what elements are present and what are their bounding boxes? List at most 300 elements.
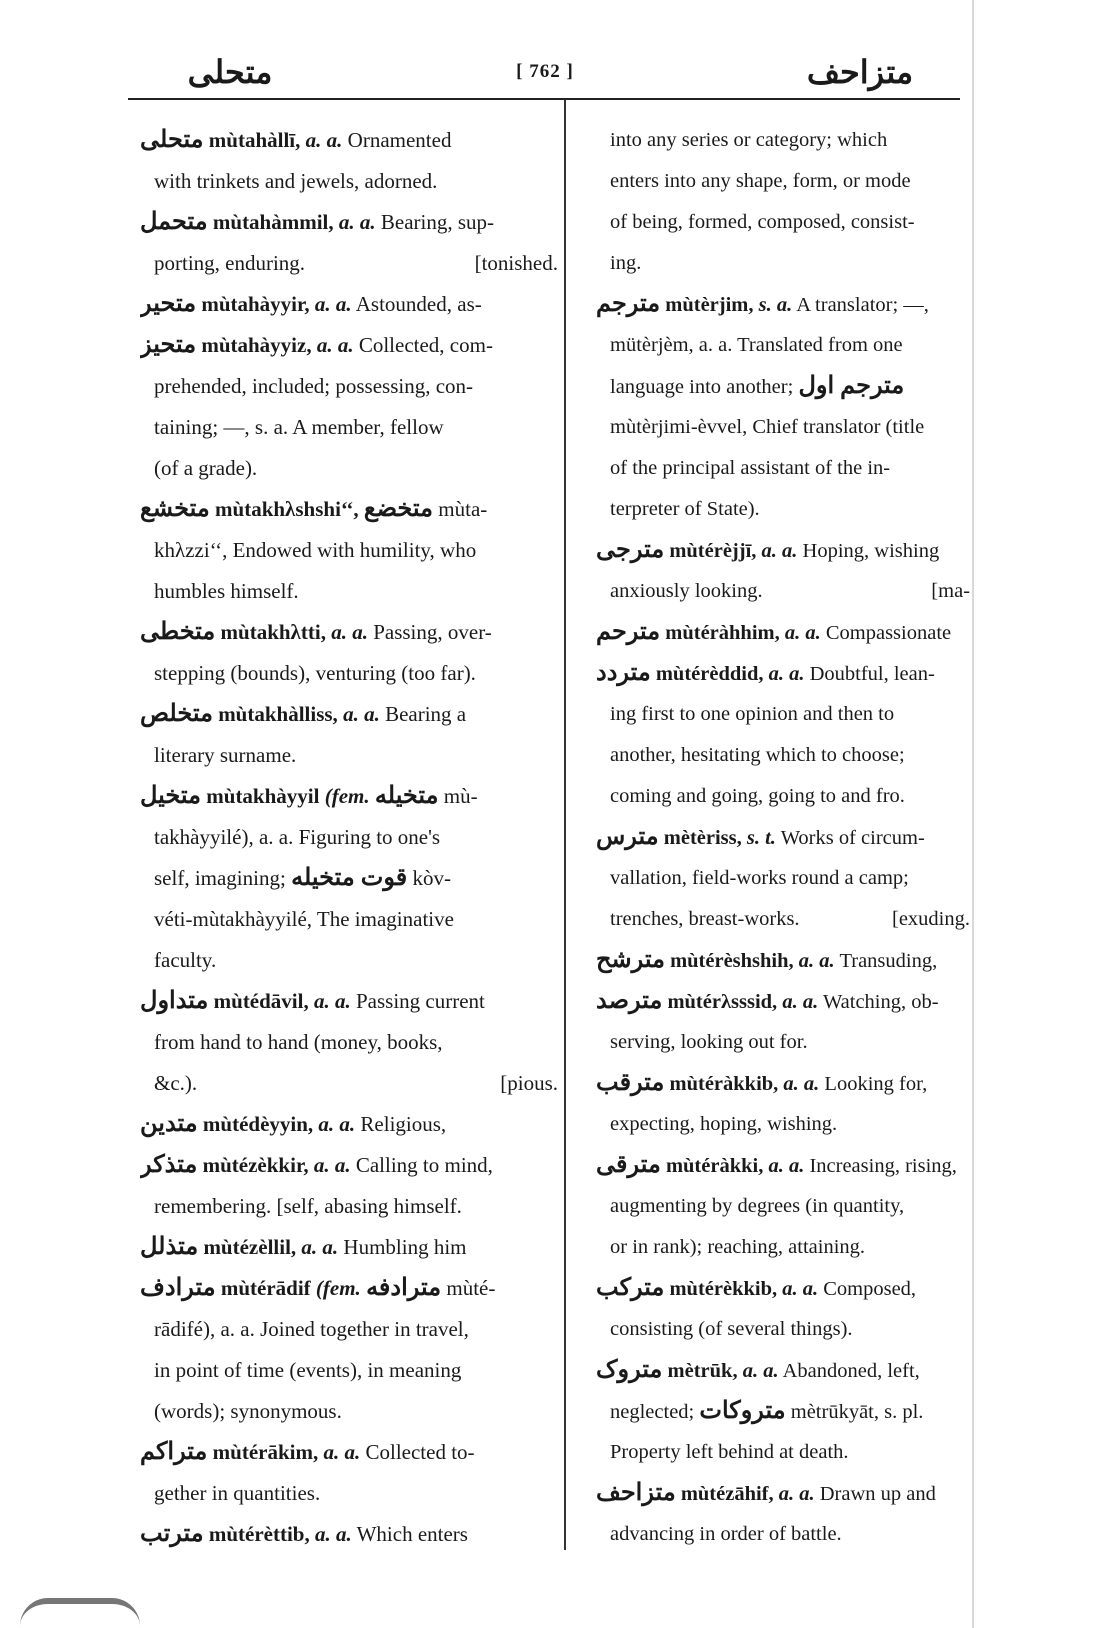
entry-continuation bbox=[610, 858, 970, 899]
entry-continuation bbox=[610, 489, 970, 530]
line-text bbox=[154, 243, 305, 284]
entry-continuation bbox=[154, 1063, 558, 1104]
line-text bbox=[610, 1318, 853, 1340]
definition: Bearing a bbox=[385, 702, 467, 726]
line-text bbox=[610, 703, 894, 725]
arabic-term: متروکات bbox=[699, 1398, 786, 1424]
arabic-headword: متذکر bbox=[140, 1152, 198, 1178]
line-text bbox=[610, 1113, 837, 1135]
transliteration: mùtédāvil, bbox=[213, 989, 309, 1013]
line-text bbox=[596, 291, 929, 317]
definition: A translator; —, bbox=[796, 294, 929, 316]
line-text bbox=[610, 252, 641, 274]
grammar-label: a. a. bbox=[768, 1155, 805, 1177]
line-text bbox=[154, 169, 437, 193]
scan-smudge bbox=[20, 1598, 140, 1626]
right-column bbox=[596, 120, 970, 1555]
entry-continuation bbox=[610, 325, 970, 366]
definition: literary surname. bbox=[154, 743, 297, 767]
catchword: [ma- bbox=[931, 580, 970, 602]
entry-line bbox=[596, 1063, 970, 1104]
entry-line bbox=[596, 1268, 970, 1309]
entry-continuation bbox=[610, 776, 970, 817]
entry-continuation bbox=[154, 407, 558, 448]
transliteration: mùtéràkkib, bbox=[669, 1073, 779, 1095]
transliteration: mùtézèllil, bbox=[203, 1235, 297, 1259]
grammar-label: a. a. bbox=[768, 663, 805, 685]
line-text bbox=[140, 333, 493, 357]
definition: ing first to one opinion and then to bbox=[610, 703, 895, 725]
definition: Looking for, bbox=[824, 1073, 928, 1095]
line-text bbox=[596, 537, 940, 563]
entry-continuation bbox=[610, 243, 970, 284]
definition: &c.). bbox=[154, 1071, 198, 1095]
grammar-label: a. a. bbox=[314, 292, 352, 316]
definition: Bearing, sup- bbox=[380, 210, 495, 234]
entry-line bbox=[596, 612, 970, 653]
line-text bbox=[610, 1195, 904, 1217]
definition: Abandoned, left, bbox=[782, 1360, 920, 1382]
entry-continuation bbox=[154, 571, 558, 612]
entry-continuation bbox=[154, 1391, 558, 1432]
transliteration: mùtakhλshshi‘‘, bbox=[215, 497, 359, 521]
transliteration: mùtahàyyiz, bbox=[201, 333, 312, 357]
definition: anxiously looking. bbox=[610, 580, 763, 602]
transliteration: mùtédèyyin, bbox=[202, 1112, 314, 1136]
arabic-headword: مترجی bbox=[596, 537, 665, 563]
arabic-headword: متخطی bbox=[140, 619, 216, 645]
entry-line bbox=[140, 325, 558, 366]
definition: Drawn up and bbox=[819, 1483, 936, 1505]
line-text bbox=[610, 571, 763, 612]
definition: coming and going, going to and fro. bbox=[610, 785, 905, 807]
definition: trenches, breast-works. bbox=[610, 908, 800, 930]
line-text bbox=[154, 579, 299, 603]
definition: Compassionate bbox=[825, 622, 952, 644]
entry-continuation bbox=[610, 694, 970, 735]
definition: mütèrjèm, a. a. Translated from one bbox=[610, 334, 903, 356]
entry-continuation bbox=[154, 858, 558, 899]
line-text bbox=[610, 457, 890, 479]
transliteration: mùtakhàlliss, bbox=[218, 702, 338, 726]
definition: Which enters bbox=[356, 1522, 468, 1546]
entry-continuation bbox=[154, 899, 558, 940]
entry-line bbox=[140, 694, 558, 735]
line-text bbox=[596, 1275, 917, 1301]
entry-continuation bbox=[610, 202, 970, 243]
arabic-term: متخضع bbox=[363, 496, 434, 522]
definition: (of a grade). bbox=[154, 456, 258, 480]
arabic-headword: مترادف bbox=[140, 1275, 216, 1301]
entry-continuation bbox=[610, 1227, 970, 1268]
definition: Astounded, as- bbox=[355, 292, 482, 316]
line-text bbox=[154, 374, 473, 398]
line-text bbox=[596, 1357, 920, 1383]
entry-line bbox=[140, 1104, 558, 1145]
grammar-label: a. a. bbox=[784, 622, 821, 644]
entry-continuation bbox=[154, 735, 558, 776]
definition: of the principal assistant of the in- bbox=[610, 457, 891, 479]
arabic-term: مترادفه bbox=[366, 1275, 442, 1301]
entry-line bbox=[140, 284, 558, 325]
definition: neglected; bbox=[610, 1401, 695, 1423]
line-text bbox=[154, 1030, 443, 1054]
arabic-term: قوت متخیله bbox=[291, 865, 408, 891]
grammar-label: a. a. bbox=[314, 1522, 352, 1546]
line-text bbox=[610, 129, 887, 151]
arabic-headword: مترکب bbox=[596, 1275, 665, 1301]
transliteration: mùtahàllī, bbox=[208, 128, 301, 152]
entry-line bbox=[140, 1145, 558, 1186]
definition: (words); synonymous. bbox=[154, 1399, 342, 1423]
catchword: [pious. bbox=[500, 1071, 558, 1095]
entry-continuation bbox=[610, 735, 970, 776]
definition: augmenting by degrees (in quantity, bbox=[610, 1195, 905, 1217]
definition: mùta- bbox=[438, 497, 488, 521]
definition: humbles himself. bbox=[154, 579, 299, 603]
line-text bbox=[140, 1440, 475, 1464]
grammar-label: a. a. bbox=[742, 1360, 779, 1382]
line-text bbox=[140, 1112, 446, 1136]
gender-note: (fem. bbox=[324, 784, 370, 808]
definition: gether in quantities. bbox=[154, 1481, 321, 1505]
arabic-headword: مترقی bbox=[596, 1152, 661, 1178]
definition: remembering. [self, abasing himself. bbox=[154, 1194, 462, 1218]
transliteration: mùtèrjim, bbox=[665, 294, 754, 316]
entry-continuation bbox=[154, 448, 558, 489]
entry-continuation bbox=[610, 407, 970, 448]
transliteration: mùtérèttib, bbox=[208, 1522, 310, 1546]
entry-line bbox=[140, 1432, 558, 1473]
grammar-label: a. a. bbox=[783, 1073, 820, 1095]
entry-continuation bbox=[154, 161, 558, 202]
definition: mù- bbox=[443, 784, 478, 808]
line-text bbox=[610, 1398, 924, 1424]
definition: stepping (bounds), venturing (too far). bbox=[154, 661, 476, 685]
definition: serving, looking out for. bbox=[610, 1031, 808, 1053]
transliteration: mùtéràhhim, bbox=[665, 622, 780, 644]
definition: Increasing, rising, bbox=[809, 1155, 957, 1177]
entry-continuation bbox=[610, 571, 970, 612]
definition: or in rank); reaching, attaining. bbox=[610, 1236, 866, 1258]
entry-line bbox=[596, 981, 970, 1022]
line-text bbox=[610, 498, 760, 520]
entry-line bbox=[596, 817, 970, 858]
grammar-label: a. a. bbox=[782, 1278, 819, 1300]
arabic-term: متخیله bbox=[374, 783, 439, 809]
grammar-label: a. a. bbox=[331, 620, 368, 644]
line-text bbox=[154, 1317, 469, 1341]
arabic-headword: متخیل bbox=[140, 783, 202, 809]
line-text bbox=[140, 1235, 467, 1259]
entry-continuation bbox=[610, 1022, 970, 1063]
entry-line bbox=[140, 1514, 558, 1555]
line-text bbox=[596, 660, 935, 686]
definition: Humbling him bbox=[343, 1235, 467, 1259]
definition: faculty. bbox=[154, 948, 217, 972]
definition: language into another; bbox=[610, 376, 794, 398]
entry-continuation bbox=[610, 1186, 970, 1227]
line-text bbox=[140, 1153, 493, 1177]
definition: khλzzi‘‘, Endowed with humility, who bbox=[154, 538, 477, 562]
entry-line bbox=[140, 120, 558, 161]
definition-cont: kòv- bbox=[412, 866, 451, 890]
entry-line bbox=[596, 1350, 970, 1391]
arabic-headword: متحمل bbox=[140, 209, 208, 235]
entry-line bbox=[596, 284, 970, 325]
line-text bbox=[610, 785, 905, 807]
definition: Calling to mind, bbox=[355, 1153, 493, 1177]
transliteration: mùtéràkki, bbox=[665, 1155, 764, 1177]
arabic-headword: مترصد bbox=[596, 988, 663, 1014]
column-divider bbox=[564, 100, 566, 1550]
line-text bbox=[596, 947, 938, 973]
entry-line bbox=[140, 981, 558, 1022]
line-text bbox=[140, 1276, 495, 1300]
transliteration: mùtakhàyyil bbox=[206, 784, 320, 808]
line-text bbox=[154, 661, 476, 685]
definition: porting, enduring. bbox=[154, 251, 306, 275]
arabic-headword: متخشع bbox=[140, 496, 210, 522]
arabic-headword: متزاحف bbox=[596, 1480, 676, 1506]
catchword: [tonished. bbox=[474, 251, 558, 275]
arabic-headword: متراکم bbox=[140, 1439, 208, 1465]
line-text bbox=[154, 1399, 342, 1423]
definition: rādifé), a. a. Joined together in travel, bbox=[154, 1317, 469, 1341]
transliteration: mùtakhλtti, bbox=[220, 620, 326, 644]
line-text bbox=[140, 497, 487, 521]
line-text bbox=[154, 538, 476, 562]
line-text bbox=[140, 620, 492, 644]
arabic-term: مترجم اول bbox=[798, 373, 905, 399]
entry-continuation bbox=[610, 1104, 970, 1145]
arabic-headword: مترجم bbox=[596, 291, 661, 317]
grammar-label: a. a. bbox=[313, 989, 351, 1013]
arabic-headword: متخلص bbox=[140, 701, 213, 727]
grammar-label: a. a. bbox=[798, 950, 835, 972]
line-text bbox=[596, 1480, 936, 1506]
grammar-label: a. a. bbox=[761, 540, 798, 562]
line-text bbox=[140, 702, 466, 726]
line-text bbox=[154, 743, 296, 767]
entry-line bbox=[140, 776, 558, 817]
definition: mùtèrjimi-èvvel, Chief translator (title bbox=[610, 416, 925, 438]
entry-line bbox=[140, 612, 558, 653]
definition: in point of time (events), in meaning bbox=[154, 1358, 462, 1382]
arabic-headword: مترحم bbox=[596, 619, 661, 645]
line-text bbox=[154, 866, 451, 890]
definition: expecting, hoping, wishing. bbox=[610, 1113, 838, 1135]
definition: from hand to hand (money, books, bbox=[154, 1030, 443, 1054]
entry-continuation bbox=[154, 1309, 558, 1350]
entry-continuation bbox=[610, 1432, 970, 1473]
definition: self, imagining; bbox=[154, 866, 286, 890]
transliteration: mùtahàmmil, bbox=[212, 210, 334, 234]
line-text bbox=[610, 416, 924, 438]
header-right-word: متزاحف bbox=[806, 54, 914, 90]
entry-continuation bbox=[610, 366, 970, 407]
arabic-headword: متدین bbox=[140, 1111, 198, 1137]
entry-continuation bbox=[610, 448, 970, 489]
arabic-headword: متحیر bbox=[140, 291, 197, 317]
definition: Collected to- bbox=[365, 1440, 475, 1464]
definition: of being, formed, composed, consist- bbox=[610, 211, 915, 233]
catchword: [exuding. bbox=[892, 908, 970, 930]
entry-continuation bbox=[154, 1473, 558, 1514]
entry-line bbox=[596, 1145, 970, 1186]
definition: véti-mùtakhàyyilé, The imaginative bbox=[154, 907, 454, 931]
header-rule bbox=[128, 98, 960, 100]
entry-continuation bbox=[610, 1309, 970, 1350]
arabic-headword: متحیز bbox=[140, 332, 197, 358]
line-text bbox=[610, 1523, 842, 1545]
line-text bbox=[596, 988, 939, 1014]
definition: Composed, bbox=[823, 1278, 917, 1300]
line-text bbox=[154, 1194, 462, 1218]
entry-continuation bbox=[610, 899, 970, 940]
entry-continuation bbox=[610, 1391, 970, 1432]
definition: consisting (of several things). bbox=[610, 1318, 853, 1340]
entry-continuation bbox=[154, 1022, 558, 1063]
line-text bbox=[610, 899, 800, 940]
definition: Works of circum- bbox=[780, 827, 925, 849]
line-text bbox=[154, 825, 440, 849]
transliteration: mùtérèshshih, bbox=[670, 950, 794, 972]
page-header bbox=[130, 52, 960, 92]
arabic-headword: متذلل bbox=[140, 1234, 199, 1260]
entry-continuation bbox=[154, 1186, 558, 1227]
grammar-label: a. a. bbox=[323, 1440, 361, 1464]
transliteration: mùtérèddid, bbox=[655, 663, 764, 685]
definition: Collected, com- bbox=[358, 333, 493, 357]
transliteration: mùtérākim, bbox=[212, 1440, 319, 1464]
entry-continuation bbox=[154, 366, 558, 407]
page-edge bbox=[972, 0, 974, 1628]
line-text bbox=[154, 1358, 461, 1382]
grammar-label: s. a. bbox=[758, 294, 793, 316]
definition: Hoping, wishing bbox=[802, 540, 940, 562]
definition: Transuding, bbox=[839, 950, 938, 972]
grammar-label: a. a. bbox=[343, 702, 380, 726]
grammar-label: a. a. bbox=[782, 991, 819, 1013]
entry-line bbox=[596, 1473, 970, 1514]
line-text bbox=[610, 373, 905, 399]
line-text bbox=[610, 867, 909, 889]
entry-continuation bbox=[154, 1350, 558, 1391]
entry-continuation bbox=[154, 530, 558, 571]
entry-line bbox=[596, 530, 970, 571]
entry-line bbox=[140, 489, 558, 530]
transliteration: mùtérādif bbox=[220, 1276, 311, 1300]
line-text bbox=[154, 1481, 320, 1505]
definition: prehended, included; possessing, con- bbox=[154, 374, 474, 398]
definition: Property left behind at death. bbox=[610, 1441, 849, 1463]
definition: Ornamented bbox=[347, 128, 452, 152]
definition: with trinkets and jewels, adorned. bbox=[154, 169, 438, 193]
entry-continuation bbox=[610, 120, 970, 161]
page-number: [ 762 ] bbox=[516, 61, 574, 82]
definition: enters into any shape, form, or mode bbox=[610, 170, 911, 192]
line-text bbox=[140, 784, 478, 808]
entry-line bbox=[140, 1268, 558, 1309]
entry-line bbox=[140, 202, 558, 243]
grammar-label: a. a. bbox=[313, 1153, 351, 1177]
arabic-headword: متردد bbox=[596, 660, 651, 686]
definition: into any series or category; which bbox=[610, 129, 888, 151]
entry-continuation bbox=[154, 653, 558, 694]
grammar-label: a. a. bbox=[316, 333, 354, 357]
line-text bbox=[154, 415, 444, 439]
definition: Passing, over- bbox=[373, 620, 492, 644]
arabic-headword: متحلی bbox=[140, 127, 204, 153]
definition: Watching, ob- bbox=[822, 991, 939, 1013]
line-text bbox=[154, 1063, 197, 1104]
definition: ing. bbox=[610, 252, 642, 274]
transliteration: mùtézèkkir, bbox=[202, 1153, 309, 1177]
definition: Passing current bbox=[355, 989, 485, 1013]
arabic-headword: متداول bbox=[140, 988, 209, 1014]
entry-line bbox=[596, 653, 970, 694]
definition: terpreter of State). bbox=[610, 498, 760, 520]
header-left-word: متحلی bbox=[187, 54, 273, 90]
gender-note: (fem. bbox=[315, 1276, 361, 1300]
line-text bbox=[610, 170, 911, 192]
line-text bbox=[596, 824, 925, 850]
line-text bbox=[610, 744, 905, 766]
line-text bbox=[610, 211, 915, 233]
entry-continuation bbox=[154, 940, 558, 981]
definition: vallation, field-works round a camp; bbox=[610, 867, 909, 889]
transliteration: mùtahàyyir, bbox=[201, 292, 310, 316]
grammar-label: a. a. bbox=[318, 1112, 356, 1136]
line-text bbox=[154, 907, 454, 931]
grammar-label: a. a. bbox=[338, 210, 376, 234]
arabic-headword: متروک bbox=[596, 1357, 663, 1383]
definition: Religious, bbox=[360, 1112, 447, 1136]
line-text bbox=[140, 292, 482, 316]
arabic-headword: مترس bbox=[596, 824, 659, 850]
line-text bbox=[610, 1441, 849, 1463]
definition: taining; —, s. a. A member, fellow bbox=[154, 415, 444, 439]
entry-line bbox=[596, 940, 970, 981]
grammar-label: s. t. bbox=[746, 827, 776, 849]
line-text bbox=[154, 948, 216, 972]
line-text bbox=[596, 1070, 928, 1096]
entry-continuation bbox=[610, 161, 970, 202]
line-text bbox=[140, 210, 494, 234]
arabic-headword: مترتب bbox=[140, 1521, 204, 1547]
transliteration: mùtérèkkib, bbox=[669, 1278, 778, 1300]
transliteration: mùtérèjjī, bbox=[669, 540, 757, 562]
definition: Doubtful, lean- bbox=[809, 663, 935, 685]
definition: takhàyyilé), a. a. Figuring to one's bbox=[154, 825, 441, 849]
line-text bbox=[154, 456, 257, 480]
line-text bbox=[596, 619, 952, 645]
entry-continuation bbox=[610, 1514, 970, 1555]
line-text bbox=[610, 334, 903, 356]
line-text bbox=[610, 1031, 808, 1053]
line-text bbox=[140, 1522, 468, 1546]
grammar-label: a. a. bbox=[778, 1483, 815, 1505]
definition: advancing in order of battle. bbox=[610, 1523, 842, 1545]
left-column bbox=[140, 120, 558, 1555]
transliteration: mètèriss, bbox=[663, 827, 742, 849]
entry-continuation bbox=[154, 817, 558, 858]
grammar-label: a. a. bbox=[301, 1235, 339, 1259]
line-text bbox=[596, 1152, 957, 1178]
arabic-headword: مترقب bbox=[596, 1070, 665, 1096]
grammar-label: a. a. bbox=[305, 128, 343, 152]
